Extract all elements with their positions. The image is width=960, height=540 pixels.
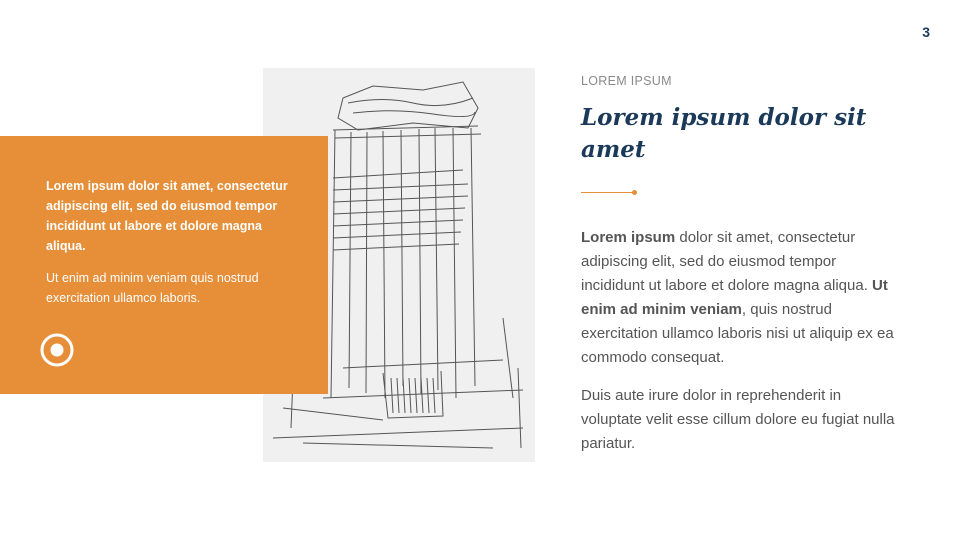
body-paragraph-1 xyxy=(581,226,901,370)
accent-divider xyxy=(581,190,637,196)
content-column xyxy=(581,74,901,456)
orange-callout-panel xyxy=(0,136,328,394)
eyebrow-label: LOREM IPSUM xyxy=(581,74,672,88)
slide-title: Lorem ipsum dolor sit amet xyxy=(581,104,867,163)
body-bold-1: Lorem ipsum xyxy=(581,229,676,246)
body-paragraph-2: Duis aute irure dolor in reprehenderit in voluptate velit esse cillum dolore eu fugiat nulla pariatur. xyxy=(581,387,895,452)
panel-sub-text: Ut enim ad minim veniam quis nostrud exercitation ullamco laboris. xyxy=(46,271,259,305)
panel-lead-text: Lorem ipsum dolor sit amet, consectetur adipiscing elit, sed do eiusmod tempor incididunt ut labore et dolore magna aliqua. xyxy=(46,179,288,253)
target-icon xyxy=(39,332,75,368)
body-text-1: dolor sit amet, consectetur adipiscing elit, sed do eiusmod tempor incididunt ut labore et dolore magna aliqua. xyxy=(581,229,873,294)
body-text-2: , quis nostrud exercitation ullamco laboris nisi ut aliquip ex ea commodo consequat. xyxy=(581,301,894,366)
page-number: 3 xyxy=(922,24,930,40)
body-bold-2: Ut enim ad minim veniam xyxy=(581,277,888,318)
